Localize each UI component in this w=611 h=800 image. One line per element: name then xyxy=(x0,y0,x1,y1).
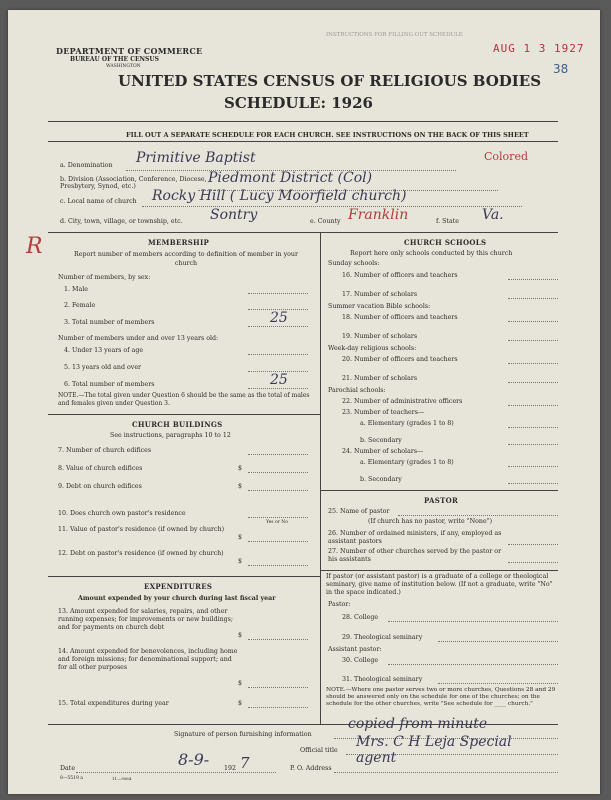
assistant-ministers-line xyxy=(508,544,558,545)
sunday-officers-line xyxy=(508,279,558,280)
colored-annotation: Colored xyxy=(484,150,528,163)
total-expenditures-line xyxy=(248,707,308,708)
weekday-officers-line xyxy=(508,363,558,364)
date-year-digit: 7 xyxy=(240,754,250,772)
form-number: 8—5519 a xyxy=(60,776,83,781)
county-label: e. County xyxy=(310,218,341,225)
official-title-value: Mrs. C H Leja Special agent xyxy=(356,734,512,766)
assistant-college-line xyxy=(388,664,558,665)
bureau-label: BUREAU OF THE CENSUS xyxy=(70,56,159,63)
date-line xyxy=(76,772,276,773)
state-label: f. State xyxy=(436,218,459,225)
summer-officers-label: 18. Number of officers and teachers xyxy=(342,314,458,321)
edifices-value-line xyxy=(248,472,308,473)
running-expenses-line xyxy=(248,639,308,640)
teachers-elementary-label: a. Elementary (grades 1 to 8) xyxy=(360,420,454,427)
residence-debt-label: 12. Debt on pastor's residence (if owned by church) xyxy=(58,550,224,557)
teachers-elementary-line xyxy=(508,427,558,428)
membership-intro: Report number of members according to definition of member in your church xyxy=(73,251,298,267)
state-value: Va. xyxy=(482,207,504,223)
total-members-value: 25 xyxy=(270,310,288,326)
total-members-line xyxy=(248,326,308,327)
assistant-pastor-subheading: Assistant pastor: xyxy=(328,646,382,653)
city-town-label: d. City, town, village, or township, etc. xyxy=(60,218,183,225)
rule-below-identity xyxy=(48,232,558,233)
assistant-seminary-label: 31. Theological seminary xyxy=(342,676,423,683)
sunday-scholars-label: 17. Number of scholars xyxy=(342,291,418,298)
scholars-label: 24. Number of scholars— xyxy=(342,448,424,455)
parochial-schools-label: Parochial schools: xyxy=(328,387,386,394)
signature-label: Signature of person furnishing information xyxy=(174,731,312,738)
edifices-number-line xyxy=(248,454,308,455)
rule-above-graduate xyxy=(320,570,558,571)
own-residence-line xyxy=(248,517,308,518)
sunday-officers-label: 16. Number of officers and teachers xyxy=(342,272,458,279)
residence-value-label: 11. Value of pastor's residence (if owned by church) xyxy=(58,526,225,533)
division-label: b. Division (Association, Conference, Diocese, Presbytery, Synod, etc.) xyxy=(60,176,207,190)
weekday-scholars-label: 21. Number of scholars xyxy=(342,375,418,382)
edifices-debt-label: 9. Debt on church edifices xyxy=(58,483,142,490)
residence-debt-dollar: $ xyxy=(238,558,243,565)
teachers-secondary-label: b. Secondary xyxy=(360,437,402,444)
benevolences-dollar: $ xyxy=(238,680,243,687)
county-value: Franklin xyxy=(348,207,409,223)
residence-debt-line xyxy=(248,565,308,566)
pastor-subheading: Pastor: xyxy=(328,601,351,608)
date-label: Date xyxy=(60,765,76,772)
pastor-seminary-label: 29. Theological seminary xyxy=(342,634,423,641)
local-name-value: Rocky Hill ( Lucy Moorfield church) xyxy=(152,188,407,204)
running-expenses-label: 13. Amount expended for salaries, repairs, and other running expenses; for improvements or new buildings; and for payments on church debt xyxy=(58,608,234,631)
column-divider xyxy=(320,232,321,724)
official-title-label: Official title xyxy=(300,747,338,754)
total-members-label: 3. Total number of members xyxy=(64,319,155,326)
schools-intro: Report here only schools conducted by this church xyxy=(350,250,513,257)
sunday-scholars-line xyxy=(508,298,558,299)
under-over-label: Number of members under and over 13 years old: xyxy=(58,335,219,342)
po-address-line xyxy=(334,772,558,773)
local-name-label: c. Local name of church xyxy=(60,198,137,205)
pastor-seminary-line xyxy=(438,641,558,642)
graduate-instruction: If pastor (or assistant pastor) is a graduate of a college or theological seminary, give name of institution below. (If not a graduate, write "No" in the space indicated.) xyxy=(326,573,553,596)
pastor-heading: PASTOR xyxy=(424,496,459,505)
over-13-label: 5. 13 years old and over xyxy=(64,364,142,371)
form-code: 11—9064 xyxy=(112,776,132,781)
scholars-elementary-line xyxy=(508,466,558,467)
membership-heading: MEMBERSHIP xyxy=(148,238,210,247)
department-label: DEPARTMENT OF COMMERCE xyxy=(56,46,203,56)
male-label: 1. Male xyxy=(64,286,88,293)
rule-below-instruction xyxy=(48,141,558,142)
signature-value: copied from minute xyxy=(348,716,488,732)
schedule-title: SCHEDULE: 1926 xyxy=(224,94,373,112)
edifices-number-label: 7. Number of church edifices xyxy=(58,447,152,454)
city-label: WASHINGTON xyxy=(106,64,141,69)
assistant-seminary-line xyxy=(438,683,558,684)
total-members-6-line xyxy=(248,388,308,389)
assistant-college-label: 30. College xyxy=(342,657,379,664)
under-13-label: 4. Under 13 years of age xyxy=(64,347,144,354)
census-schedule-page xyxy=(8,10,600,794)
benevolences-label: 14. Amount expended for benevolences, including home and foreign missions; for denominational support; and for all other purposes xyxy=(58,648,238,671)
summer-officers-line xyxy=(508,321,558,322)
summer-schools-label: Summer vacation Bible schools: xyxy=(328,303,431,310)
total-members-6-label: 6. Total number of members xyxy=(64,381,155,388)
edifices-debt-line xyxy=(248,490,308,491)
scholars-secondary-line xyxy=(508,483,558,484)
summer-scholars-line xyxy=(508,340,558,341)
pastor-name-hint: (If church has no pastor, write "None") xyxy=(368,518,493,525)
margin-mark: R xyxy=(26,234,43,259)
scholars-secondary-label: b. Secondary xyxy=(360,476,402,483)
expenditures-heading: EXPENDITURES xyxy=(144,582,213,591)
received-date-stamp: AUG 1 3 1927 xyxy=(493,42,585,55)
denomination-label: a. Denomination xyxy=(60,162,113,169)
buildings-heading: CHURCH BUILDINGS xyxy=(132,420,223,429)
form-title: UNITED STATES CENSUS OF RELIGIOUS BODIES xyxy=(118,72,542,90)
pastor-college-line xyxy=(388,621,558,622)
residence-value-line xyxy=(248,541,308,542)
benevolences-line xyxy=(248,687,308,688)
rule-above-expenditures xyxy=(48,576,320,577)
schools-heading: CHURCH SCHOOLS xyxy=(404,238,487,247)
total-expenditures-label: 15. Total expenditures during year xyxy=(58,700,169,707)
pastor-note: NOTE.—Where one pastor serves two or more churches, Questions 28 and 29 should be answered only on the schedule for one of the churches; on the schedule for the other churches, write "See schedule for ____ church." xyxy=(326,687,556,707)
admin-officers-line xyxy=(508,405,558,406)
top-rule xyxy=(48,121,558,122)
pastor-name-line xyxy=(398,515,558,516)
female-label: 2. Female xyxy=(64,302,96,309)
rule-above-pastor xyxy=(320,490,558,491)
under-13-line xyxy=(248,354,308,355)
total-members-6-value: 25 xyxy=(270,372,288,388)
date-year-prefix: 192 xyxy=(224,765,237,772)
rule-above-buildings xyxy=(48,414,320,415)
pastor-name-label: 25. Name of pastor xyxy=(328,508,390,515)
running-expenses-dollar: $ xyxy=(238,632,243,639)
division-value: Piedmont District (Col) xyxy=(208,170,373,186)
yes-no-hint: Yes or No xyxy=(266,520,288,525)
city-town-value: Sontry xyxy=(210,207,258,223)
assistant-ministers-label: 26. Number of ordained ministers, if any, employed as assistant pastors xyxy=(328,530,502,545)
teachers-label: 23. Number of teachers— xyxy=(342,409,425,416)
other-churches-line xyxy=(508,562,558,563)
pastor-college-label: 28. College xyxy=(342,614,379,621)
weekday-schools-label: Week-day religious schools: xyxy=(328,345,417,352)
edifices-value-label: 8. Value of church edifices xyxy=(58,465,143,472)
scholars-elementary-label: a. Elementary (grades 1 to 8) xyxy=(360,459,454,466)
edifices-debt-dollar: $ xyxy=(238,483,243,490)
total-expenditures-dollar: $ xyxy=(238,700,243,707)
fill-out-instruction: FILL OUT A SEPARATE SCHEDULE FOR EACH CHURCH. SEE INSTRUCTIONS ON THE BACK OF THIS SHEET xyxy=(126,131,529,139)
buildings-intro: See instructions, paragraphs 10 to 12 xyxy=(110,432,231,439)
teachers-secondary-line xyxy=(508,444,558,445)
other-churches-label: 27. Number of other churches served by the pastor or his assistants xyxy=(328,548,502,563)
membership-note: NOTE.—The total given under Question 6 should be the same as the total of males and females given under Question 3. xyxy=(58,392,310,407)
by-sex-label: Number of members, by sex: xyxy=(58,274,151,281)
po-address-label: P. O. Address xyxy=(290,765,332,772)
weekday-officers-label: 20. Number of officers and teachers xyxy=(342,356,458,363)
local-name-line xyxy=(142,206,522,207)
admin-officers-label: 22. Number of administrative officers xyxy=(342,398,463,405)
residence-value-dollar: $ xyxy=(238,534,243,541)
male-line xyxy=(248,293,308,294)
faint-instructions-text: INSTRUCTIONS FOR FILLING OUT SCHEDULE xyxy=(326,32,463,38)
sunday-schools-label: Sunday schools: xyxy=(328,260,380,267)
edifices-value-dollar: $ xyxy=(238,465,243,472)
weekday-scholars-line xyxy=(508,382,558,383)
own-residence-label: 10. Does church own pastor's residence xyxy=(58,510,186,517)
expenditures-intro: Amount expended by your church during last fiscal year xyxy=(78,595,276,602)
denomination-value: Primitive Baptist xyxy=(136,150,256,166)
stamp-number: 38 xyxy=(553,62,569,76)
summer-scholars-label: 19. Number of scholars xyxy=(342,333,418,340)
date-value: 8-9- xyxy=(178,750,210,769)
